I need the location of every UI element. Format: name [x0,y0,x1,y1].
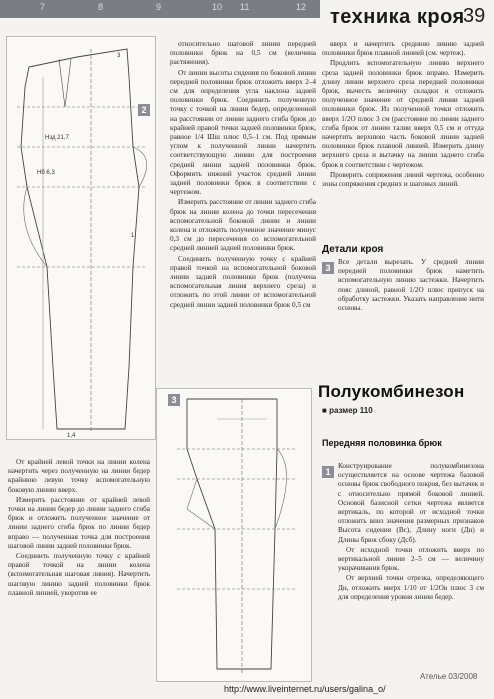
overalls-badge: 1 [322,466,334,478]
paragraph: Измерить расстояние от линии заднего сгиба брюк на линии колена до точки пересечения вспомогательной боковой линии и линии колена и отложить полученное значение минус 0,3 см до пересечения со вспомогательной средней линией задней половинки брюк. [170,198,316,253]
figure-2-badge: 2 [138,104,150,116]
column-left-bottom [8,458,150,599]
overalls-draft-svg [157,389,311,681]
paragraph: Проверить сопряжения линий чертежа, особенно зоны сопряжения средних и шаговых линий. [322,170,484,189]
page-number: 39 [463,5,486,27]
paragraph: Конструирование полукомбинезона осуществляется на основе чертежа базовой основы брюк свободного покроя, без вытачек и с относительно прямой боковой линией. Основой базисной сетки чертежа является вертикаль, по которой от исходной точки отложить вниз значения размерных признаков Высота сидения (Вс), Длину ноги (Дн) и Длины брюк сбоку (Дсб). [338,462,484,544]
label-nb: Нб 6,3 [37,170,55,176]
paragraph: вверх и начертить среднюю линию задней половинки брюк плавной линией (см. чертеж). [322,40,484,58]
details-badge: 3 [322,262,334,274]
front-half-heading: Передняя половинка брюк [322,438,442,448]
paragraph: относительно шаговой линии передней половинки брюк на 0,5 см (величина растяжения). [170,40,316,67]
paragraph: От линии высоты сидения по боковой линии передней половинки брюк отложить вверх 2–4 см для определения угла наклона задней половинки брюк. Соединить полученную точку с точкой на линии бедер, определенной на расстоянии от линии заднего сгиба брюк до крайней правой точки задней половинки брюк, равное 1/4 Шш плюс 0,5–1 см. Под прямым углом к полученной линии начертить соответствующую линию для построения средней линии задней половинки брюк. Оформить нижний участок средней линии задней половинки брюк в соответствии с чертежом. [170,68,316,197]
paragraph: От верхней точки отрезка, определяющего Дн, отложить вверх 1/10 от 1/2Ов плюс 3 см для определения уровня линии бедер. [338,574,484,601]
size-line [322,406,373,415]
ruler-tick: 12 [296,2,307,12]
ruler-tick: 7 [40,2,46,12]
label-1-4: 1,4 [67,433,76,439]
pattern-draft-svg [7,37,155,439]
source-url[interactable]: http://www.liveinternet.ru/users/galina_o/ [224,684,386,694]
section-title: техника кроя [330,6,465,28]
paragraph: От исходной точки отложить вверх по вертикальной линии 2–5 см — величину укорачивания брюк. [338,545,484,573]
details-text: Все детали вырезать. У средней линии передней половинки брюк наметить вспомогательную линию застежки. Начертить пояс длиной, равной 1/2О плюс припуск на обработку застежки. Указать направление нити основы. [338,258,484,313]
figure-3-pattern-draft [156,388,312,682]
paragraph: От крайней левой точки на линии колена начертить через полученную на линии бедер крайнюю левую точку вспомогательную боковую линию вверх. [8,458,150,494]
label-3: 3 [117,53,121,59]
size-label: размер 110 [329,406,373,415]
details-text-block [338,258,484,314]
column-middle-top [170,40,316,311]
paragraph: Продлить вспомогательную линию верхнего среза задней половинки брюк вправо. Измерить длину линии верхнего среза передней половинки брюк, вычесть величину складки и отложить полученное значение от средней линии задней половинки брюк. Из полученной точки отложить вверх 1/2О плюс 3 см (расстояние по линии заднего сгиба брюк от линии талии вверх 0,5 см и оттуда начертить верхнюю часть боковой линии задней половинки брюк плавной линией. Измерить длину верхнего среза и вытачку на линии заднего сгиба брюк в соответствии с чертежом. [322,59,484,169]
ruler-tick: 9 [156,2,162,12]
paragraph: Соединить полученную точку с крайней правой точкой на линии колена (вспомогательная шаговая линия). Начертить шаговую линию задней половинки брюк плавной линией, укоротив ее [8,552,150,597]
label-1: 1 [131,233,135,239]
ruler-tick: 8 [98,2,104,12]
magazine-footer: Ателье 03/2008 [420,672,478,681]
overalls-text-block [338,462,484,603]
column-right-top [322,40,484,190]
ruler-tick: 11 [240,2,250,12]
paragraph: Измерить расстояние от крайней левой точки на линии бедер до линии заднего сгиба брюк и отложить полученное значение от линии заднего сгиба брюк по линии бедер вправо — полученная точка для построения шаговой линии задней половинки брюк. [8,495,150,550]
overalls-title: Полукомбинезон [318,382,465,401]
bullet-icon: ■ [322,406,330,415]
ruler-tick: 10 [212,2,223,12]
paragraph: Соединить полученную точку с крайней правой точкой на вспомогательной боковой линии задней половинки брюк (получена вспомогательная линия верхнего среза) и отложить по этой линии от вспомогательной средней линии задней половинки брюк 0,5 см [170,254,316,309]
figure-3-badge: 3 [168,394,180,406]
figure-2-pattern-draft [6,36,156,440]
label-nzd: Нзд 21,7 [45,135,69,141]
details-heading: Детали кроя [322,244,384,255]
